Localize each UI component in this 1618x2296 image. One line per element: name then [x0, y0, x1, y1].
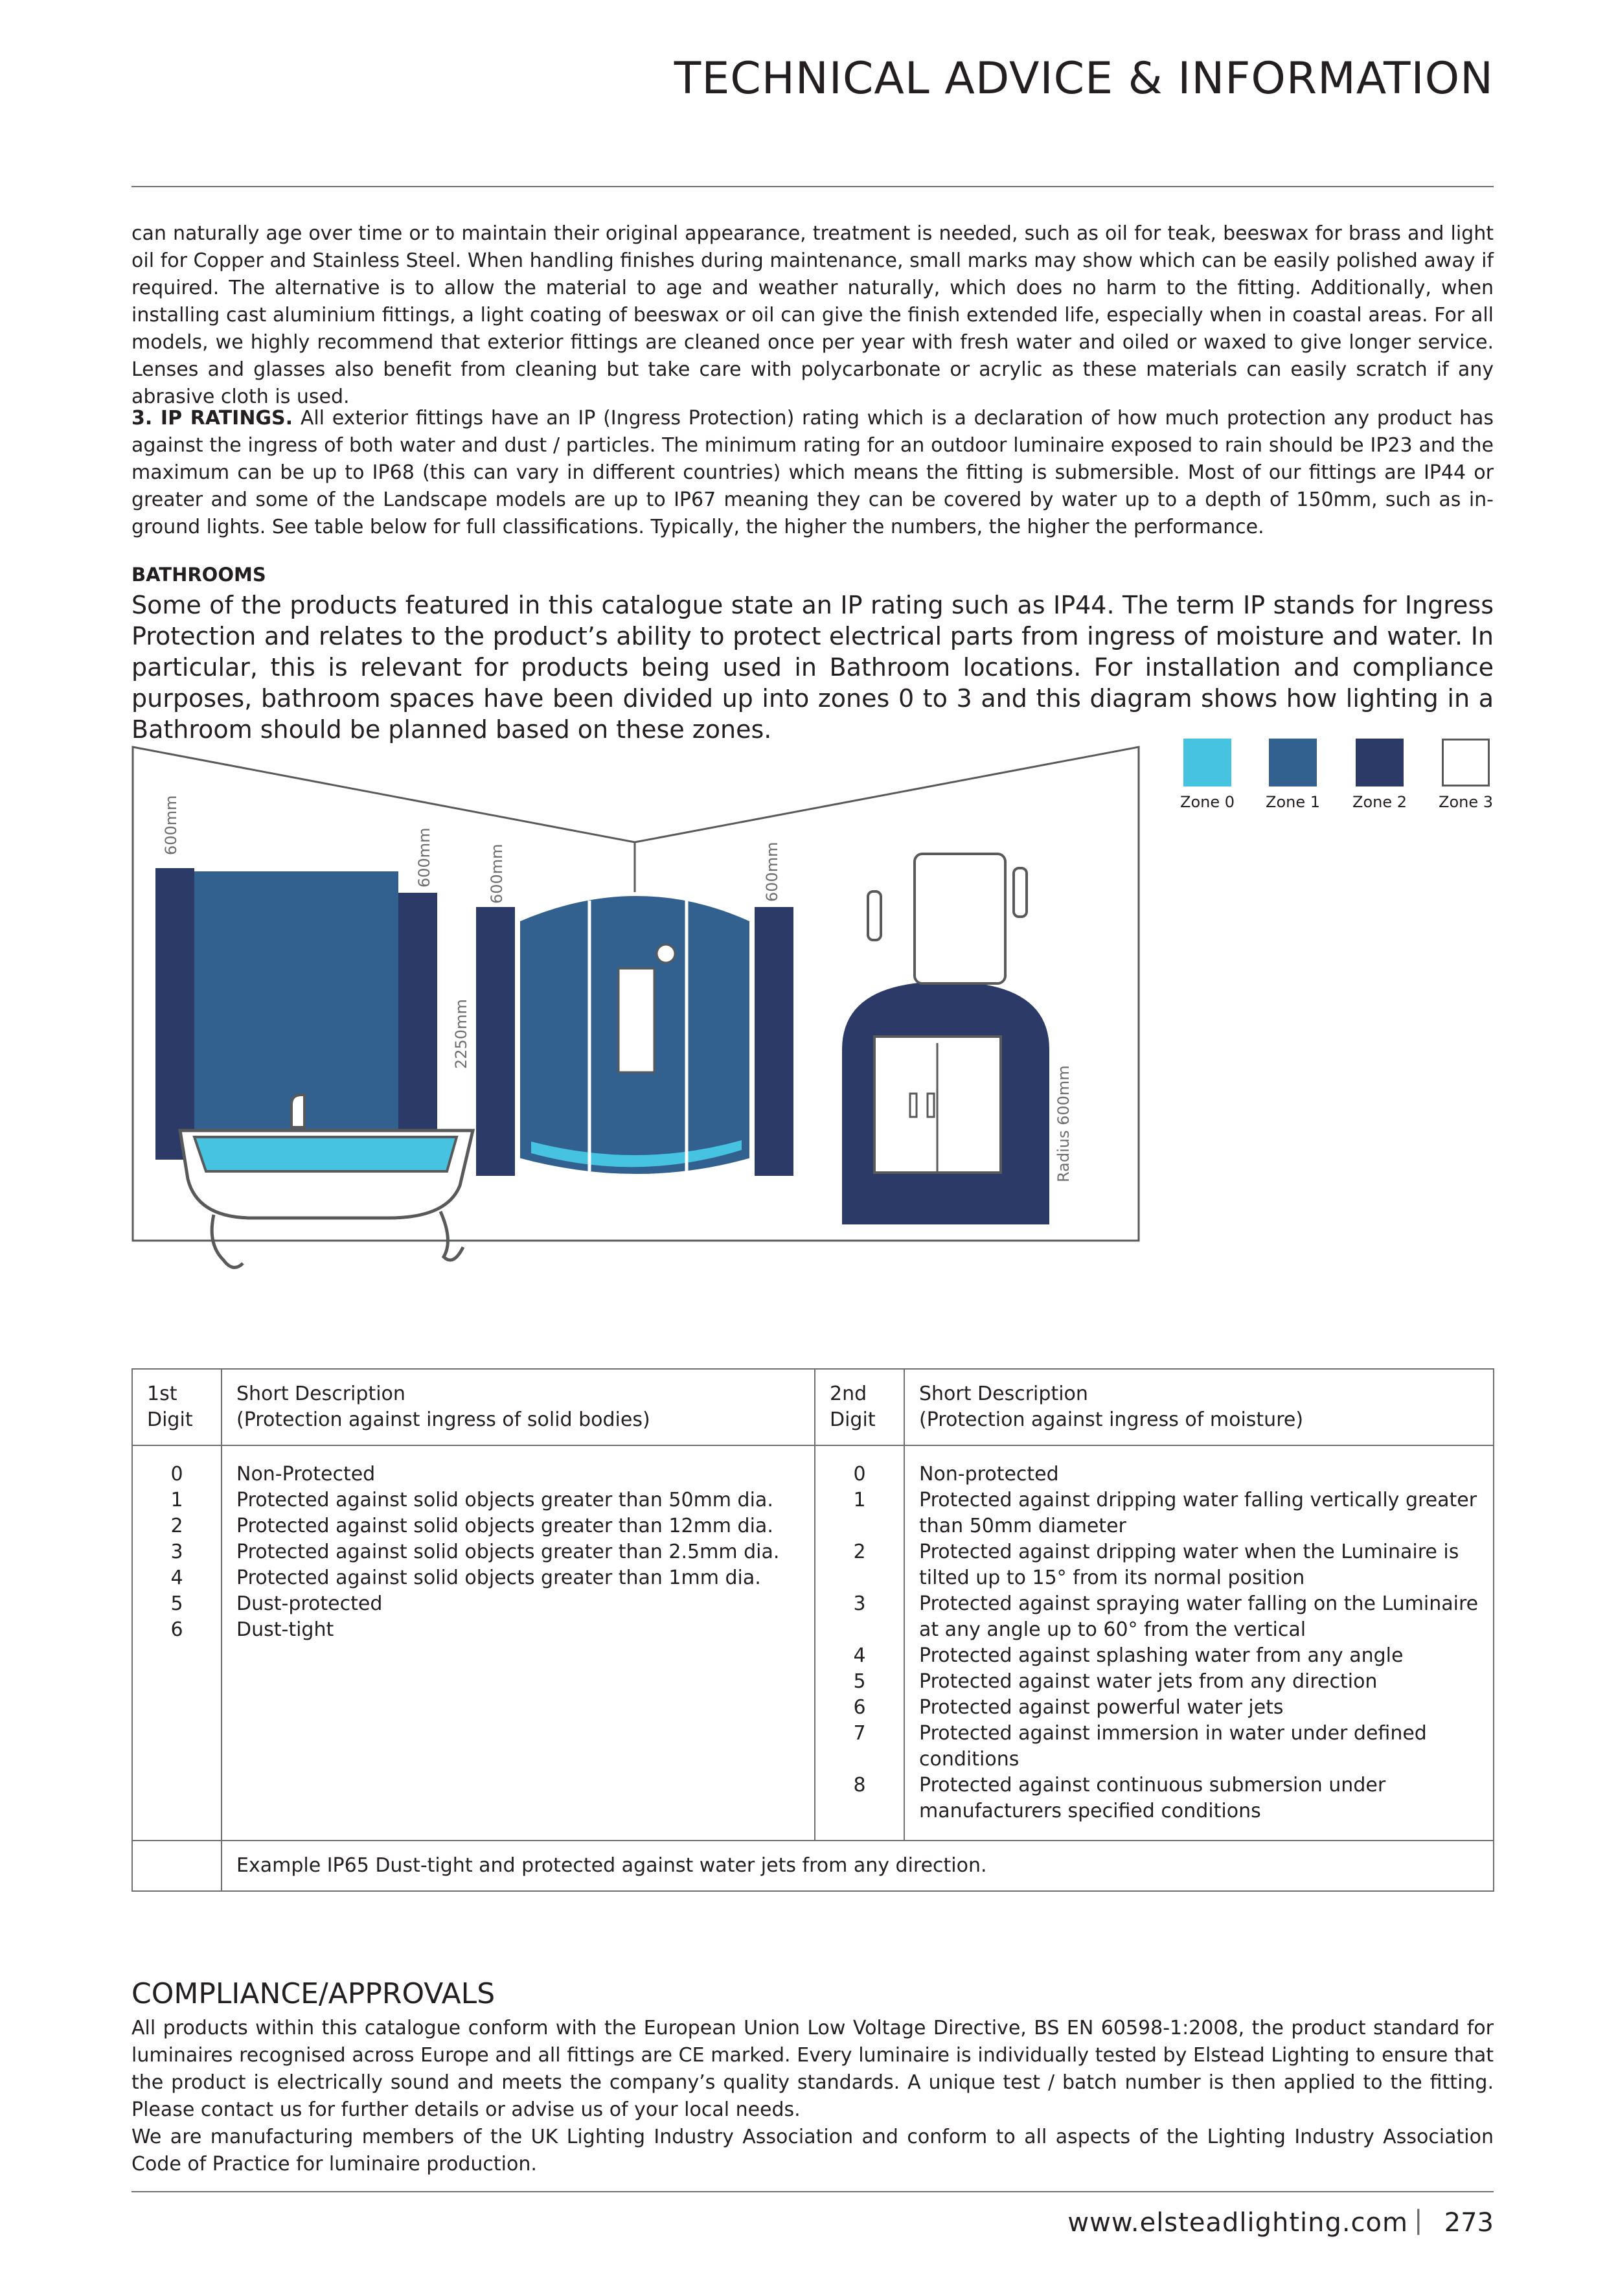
moisture-description: Protected against splashing water from any angle [919, 1644, 1404, 1667]
solid-digit: 3 [170, 1541, 183, 1563]
moisture-digit: 5 [853, 1670, 866, 1693]
page-title: TECHNICAL ADVICE & INFORMATION [674, 53, 1494, 104]
zone0-bath-water [194, 1137, 457, 1171]
moisture-description: Protected against immersion in water under defined conditions [919, 1722, 1427, 1771]
zone3-swatch [1442, 739, 1490, 786]
solid-digit: 4 [170, 1567, 183, 1589]
website-link[interactable]: www.elsteadlighting.com [1067, 2208, 1408, 2238]
solid-description: Protected against solid objects greater than 12mm dia. [236, 1515, 773, 1537]
zone2-label: Zone 2 [1352, 793, 1407, 811]
ip-ratings-heading: 3. IP RATINGS. [131, 407, 293, 430]
moisture-digit: 2 [853, 1541, 866, 1563]
solid-description: Protected against solid objects greater than 50mm dia. [236, 1489, 773, 1511]
moisture-description: Protected against dripping water falling vertically greater than 50mm diameter [919, 1489, 1477, 1537]
bath-tap [291, 1095, 304, 1127]
bathrooms-paragraph: Some of the products featured in this catalogue state an IP rating such as IP44. The term IP stands for Ingress Protection and relates to the product’s ability to protect electrical parts from ingress of moisture and water. In particular, this is relevant for products being used in Bathroom locations. For installation and compliance purposes, bathroom spaces have been divided up into zones 0 to 3 and this diagram shows how lighting in a Bathroom should be planned based on these zones. [131, 591, 1494, 744]
intro-paragraph: can naturally age over time or to maintain their original appearance, treatment is needed, such as oil for teak, beeswax for brass and light oil for Copper and Stainless Steel. When handling finishes during maintenance, small marks may show which can be easily polished away if required. The alternative is to allow the material to age and weather naturally, which does no harm to the fitting. Additionally, when installing cast aluminium fittings, a light coating of beeswax or oil can give the finish extended life, especially when in coastal areas. For all models, we highly recommend that exterior fittings are cleaned once per year with fresh water and oiled or waxed to give longer service. Lenses and glasses also benefit from cleaning but take care with polycarbonate or acrylic as these materials can easily scratch if any abrasive cloth is used. [131, 222, 1494, 408]
wall-light-right-icon [1014, 868, 1027, 917]
compliance-paragraph-2: We are manufacturing members of the UK Lighting Industry Association and conform to all aspects of the Lighting Industry Association Code of Practice for luminaire production. [131, 2126, 1494, 2175]
solid-digit: 5 [170, 1592, 183, 1615]
moisture-description: Protected against continuous submersion under manufacturers specified conditions [919, 1774, 1386, 1822]
moisture-description: Protected against water jets from any direction [919, 1670, 1378, 1693]
dim-shower-right-600: 600mm [763, 842, 781, 902]
moisture-description: Protected against powerful water jets [919, 1696, 1284, 1719]
zone0-swatch [1183, 739, 1231, 786]
moisture-digit: 1 [853, 1489, 866, 1511]
shower-head [657, 945, 675, 963]
ip-example-text: Example IP65 Dust-tight and protected against water jets from any direction. [222, 1841, 1494, 1891]
zone1-swatch [1269, 739, 1317, 786]
moisture-digit: 8 [853, 1774, 866, 1797]
legend-zone0 [1180, 739, 1243, 811]
bathrooms-heading: BATHROOMS [131, 564, 266, 586]
page-number: 273 [1444, 2208, 1494, 2238]
moisture-description: Protected against spraying water falling on the Luminaire at any angle up to 60° from the vertical [919, 1592, 1479, 1641]
moisture-digit: 3 [853, 1592, 866, 1615]
zone0-label: Zone 0 [1180, 793, 1235, 811]
solid-desc-cell [222, 1445, 815, 1841]
shower-unit [619, 969, 654, 1072]
zone2-shower-right [755, 907, 793, 1176]
footer-divider [131, 2191, 1494, 2192]
moisture-digits-cell [815, 1445, 904, 1841]
wall-light-left-icon [868, 891, 881, 940]
moisture-digit: 0 [853, 1463, 866, 1486]
solid-digit: 2 [170, 1515, 183, 1537]
solid-description: Dust-protected [236, 1592, 383, 1615]
moisture-digit: 4 [853, 1644, 866, 1667]
legend-zone2 [1352, 739, 1415, 811]
ip-rating-table [131, 1368, 1494, 1892]
col-1st-digit-header: 1st Digit [132, 1369, 222, 1445]
legend-zone3 [1439, 739, 1501, 811]
zone2-left-strip [155, 868, 194, 1160]
mirror [915, 854, 1005, 983]
compliance-paragraph-1: All products within this catalogue conform with the European Union Low Voltage Directive, BS EN 60598-1:2008, the product standard for luminaires recognised across Europe and all fittings are CE marked. Every luminaire is individually tested by Elstead Lighting to ensure that the product is electrically sound and meets the company’s quality standards. A unique test / batch number is then applied to the fitting. Please contact us for further details or advise us of your local needs. [131, 2017, 1494, 2121]
solid-digits-cell [132, 1445, 222, 1841]
footer-separator: | [1414, 2205, 1423, 2235]
moisture-desc-cell [904, 1445, 1494, 1841]
solid-description: Protected against solid objects greater than 1mm dia. [236, 1567, 761, 1589]
moisture-description: Protected against dripping water when the Luminaire is tilted up to 15° from its normal position [919, 1541, 1459, 1589]
table-example-row [132, 1841, 1494, 1891]
dim-radius-600: Radius 600mm [1054, 1065, 1073, 1182]
table-header-row [132, 1369, 1494, 1445]
moisture-description: Non-protected [919, 1463, 1059, 1486]
zone2-shower-left [476, 907, 515, 1176]
col-2nd-digit-header: 2nd Digit [815, 1369, 904, 1445]
solid-description: Dust-tight [236, 1618, 334, 1641]
solid-digit: 0 [170, 1463, 183, 1486]
moisture-digit: 7 [853, 1722, 866, 1745]
zone2-swatch [1356, 739, 1404, 786]
bathroom-zones-diagram [130, 739, 1496, 1270]
moisture-digit: 6 [853, 1696, 866, 1719]
legend-zone1 [1266, 739, 1328, 811]
zone2-mid-strip [398, 893, 437, 1160]
solid-description: Non-Protected [236, 1463, 376, 1486]
col-moisture-desc-header: Short Description (Protection against ingress of moisture) [904, 1369, 1494, 1445]
zone3-label: Zone 3 [1439, 793, 1493, 811]
dim-mid-600: 600mm [415, 827, 433, 888]
ip-ratings-text: All exterior fittings have an IP (Ingress Protection) rating which is a declaration of how much protection any product has against the ingress of both water and dust / particles. The minimum rating for an outdoor luminaire exposed to rain should be IP23 and the maximum can be up to IP68 (this can vary in different countries) which means the fitting is submersible. Most of our fittings are IP44 or greater and some of the Landscape models are up to IP67 meaning they can be covered by water up to a depth of 150mm, such as in-ground lights. See table below for full classifications. Typically, the higher the numbers, the higher the performance. [131, 407, 1494, 538]
solid-digit: 6 [170, 1618, 183, 1641]
ip-ratings-paragraph [131, 405, 1494, 541]
zone1-label: Zone 1 [1266, 793, 1320, 811]
dim-height-2250: 2250mm [452, 999, 470, 1069]
compliance-heading: COMPLIANCE/APPROVALS [131, 1977, 496, 2010]
dim-shower-left-600: 600mm [488, 844, 506, 904]
col-solid-desc-header: Short Description (Protection against ingress of solid bodies) [222, 1369, 815, 1445]
solid-digit: 1 [170, 1489, 183, 1511]
dim-left-600: 600mm [162, 795, 180, 855]
header-divider [131, 186, 1494, 187]
table-body-row [132, 1445, 1494, 1841]
solid-description: Protected against solid objects greater than 2.5mm dia. [236, 1541, 780, 1563]
